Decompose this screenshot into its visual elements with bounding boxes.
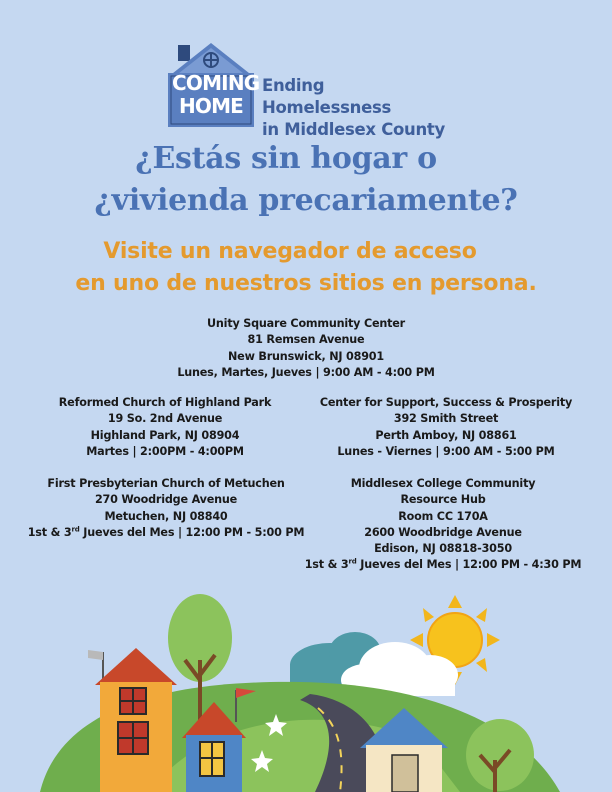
site-street: 270 Woodridge Avenue (94, 493, 238, 507)
hours-ordinal: rd (348, 557, 357, 566)
site-name: Reformed Church of Highland Park (58, 396, 272, 409)
site-name: Middlesex College Community (350, 477, 536, 490)
hours-suffix: Jueves del Mes | 12:00 PM - 5:00 PM (79, 525, 305, 539)
site-street: 392 Smith Street (393, 412, 499, 426)
subheadline-line-1: Visite un navegador de acceso (103, 239, 477, 264)
site-street: 2600 Woodbridge Avenue (364, 525, 522, 539)
site-city: Edison, NJ 08818-3050 (374, 542, 512, 556)
site-center-for-support (306, 395, 586, 460)
site-hours: Lunes, Martes, Jueves | 9:00 AM - 4:00 PM (177, 365, 435, 379)
site-street: 81 Remsen Avenue (247, 333, 365, 347)
logo-word-home: HOME (178, 94, 244, 118)
hours-prefix: 1st & 3 (27, 525, 72, 539)
site-hours: Lunes - Viernes | 9:00 AM - 5:00 PM (337, 444, 555, 458)
logo-tagline (262, 75, 458, 141)
headline-line-1: ¿Estás sin hogar o (135, 141, 437, 176)
site-name: Center for Support, Success & Prosperity (319, 396, 573, 409)
site-hours (16, 525, 316, 541)
subheadline (0, 236, 612, 300)
coming-home-logo (168, 43, 458, 139)
site-city: Perth Amboy, NJ 08861 (375, 428, 517, 442)
site-street: 19 So. 2nd Avenue (107, 412, 223, 426)
site-hours: Martes | 2:00PM - 4:00PM (86, 444, 244, 458)
site-hours (300, 557, 586, 573)
hours-suffix: Jueves del Mes | 12:00 PM - 4:30 PM (356, 558, 582, 572)
neighborhood-illustration (0, 590, 612, 792)
house-icon (88, 648, 177, 792)
hours-ordinal: rd (71, 525, 80, 534)
site-middlesex-college (300, 476, 586, 574)
site-name: First Presbyterian Church of Metuchen (47, 477, 285, 490)
site-unity-square (156, 316, 456, 381)
site-city: New Brunswick, NJ 08901 (228, 349, 384, 363)
site-first-presbyterian (16, 476, 316, 541)
site-name-2: Resource Hub (400, 493, 486, 507)
site-city: Metuchen, NJ 08840 (104, 509, 228, 523)
logo-word-coming: COMING (172, 71, 260, 95)
site-room: Room CC 170A (398, 509, 488, 523)
tagline-line-1: Ending Homelessness (262, 76, 391, 117)
site-city: Highland Park, NJ 08904 (90, 428, 240, 442)
subheadline-line-2: en uno de nuestros sitios en persona. (75, 271, 537, 296)
tagline-line-2: in Middlesex County (262, 120, 445, 139)
headline (0, 138, 612, 222)
site-reformed-church (40, 395, 290, 460)
hours-prefix: 1st & 3 (304, 558, 349, 572)
headline-line-2: ¿vivienda precariamente? (94, 183, 518, 218)
site-name: Unity Square Community Center (207, 317, 405, 330)
